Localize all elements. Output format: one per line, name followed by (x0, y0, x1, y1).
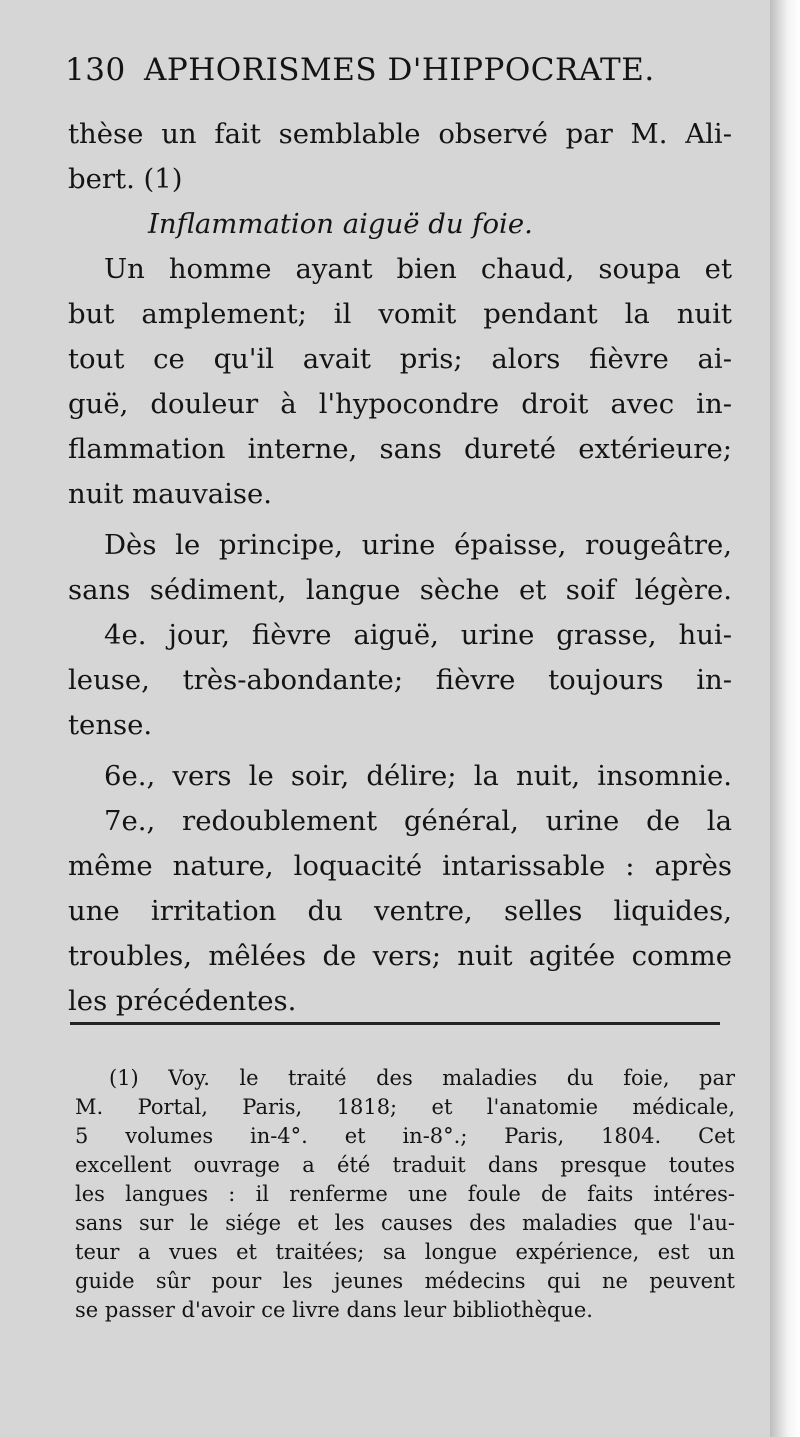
text-line: même nature, loquacité intarissable : après (68, 850, 732, 882)
footnote-line: M. Portal, Paris, 1818; et l'anatomie médicale, (75, 1095, 735, 1119)
running-title: APHORISMES D'HIPPOCRATE. (144, 52, 655, 88)
footnote-line: teur a vues et traitées; sa longue expérience, est un (75, 1240, 735, 1264)
text-line: but amplement; il vomit pendant la nuit (68, 298, 732, 330)
text-line: nuit mauvaise. (68, 478, 273, 510)
footnote-line: se passer d'avoir ce livre dans leur bibliothèque. (75, 1298, 593, 1322)
text-line: guë, douleur à l'hypocondre droit avec in- (68, 388, 732, 420)
text-line: leuse, très-abondante; fièvre toujours in- (68, 664, 732, 696)
text-line: troubles, mêlées de vers; nuit agitée comme (68, 940, 732, 972)
text-line: une irritation du ventre, selles liquides, (68, 895, 732, 927)
footnote-line: les langues : il renferme une foule de faits intéres- (75, 1182, 735, 1206)
text-line: Dès le principe, urine épaisse, rougeâtre, (104, 529, 732, 561)
text-line: tout ce qu'il avait pris; alors fièvre ai- (68, 343, 732, 375)
section-heading: Inflammation aiguë du foie. (148, 208, 533, 240)
text-line: sans sédiment, langue sèche et soif légère. (68, 574, 732, 606)
text-line: 4e. jour, fièvre aiguë, urine grasse, hui- (104, 619, 732, 651)
footnote-divider (70, 1022, 720, 1025)
text-line: flammation interne, sans dureté extérieure; (68, 433, 732, 465)
text-line: tense. (68, 709, 153, 741)
page-header (65, 52, 705, 88)
footnote-line: guide sûr pour les jeunes médecins qui ne peuvent (75, 1269, 735, 1293)
page-edge (770, 0, 800, 1437)
main-text (68, 112, 732, 1024)
text-line: les précédentes. (68, 985, 297, 1017)
text-line: bert. (1) (68, 163, 183, 195)
text-line: 7e., redoublement général, urine de la (104, 805, 732, 837)
footnote-line: 5 volumes in-4°. et in-8°.; Paris, 1804. Cet (75, 1124, 735, 1148)
text-line: Un homme ayant bien chaud, soupa et (104, 253, 732, 285)
footnote-line: (1) Voy. le traité des maladies du foie, par (109, 1066, 735, 1090)
footnote (75, 1064, 735, 1325)
page-number: 130 (65, 52, 126, 88)
footnote-line: sans sur le siége et les causes des maladies que l'au- (75, 1211, 735, 1235)
footnote-line: excellent ouvrage a été traduit dans presque toutes (75, 1153, 735, 1177)
text-line: thèse un fait semblable observé par M. Ali- (68, 118, 732, 150)
text-line: 6e., vers le soir, délire; la nuit, insomnie. (104, 760, 732, 792)
